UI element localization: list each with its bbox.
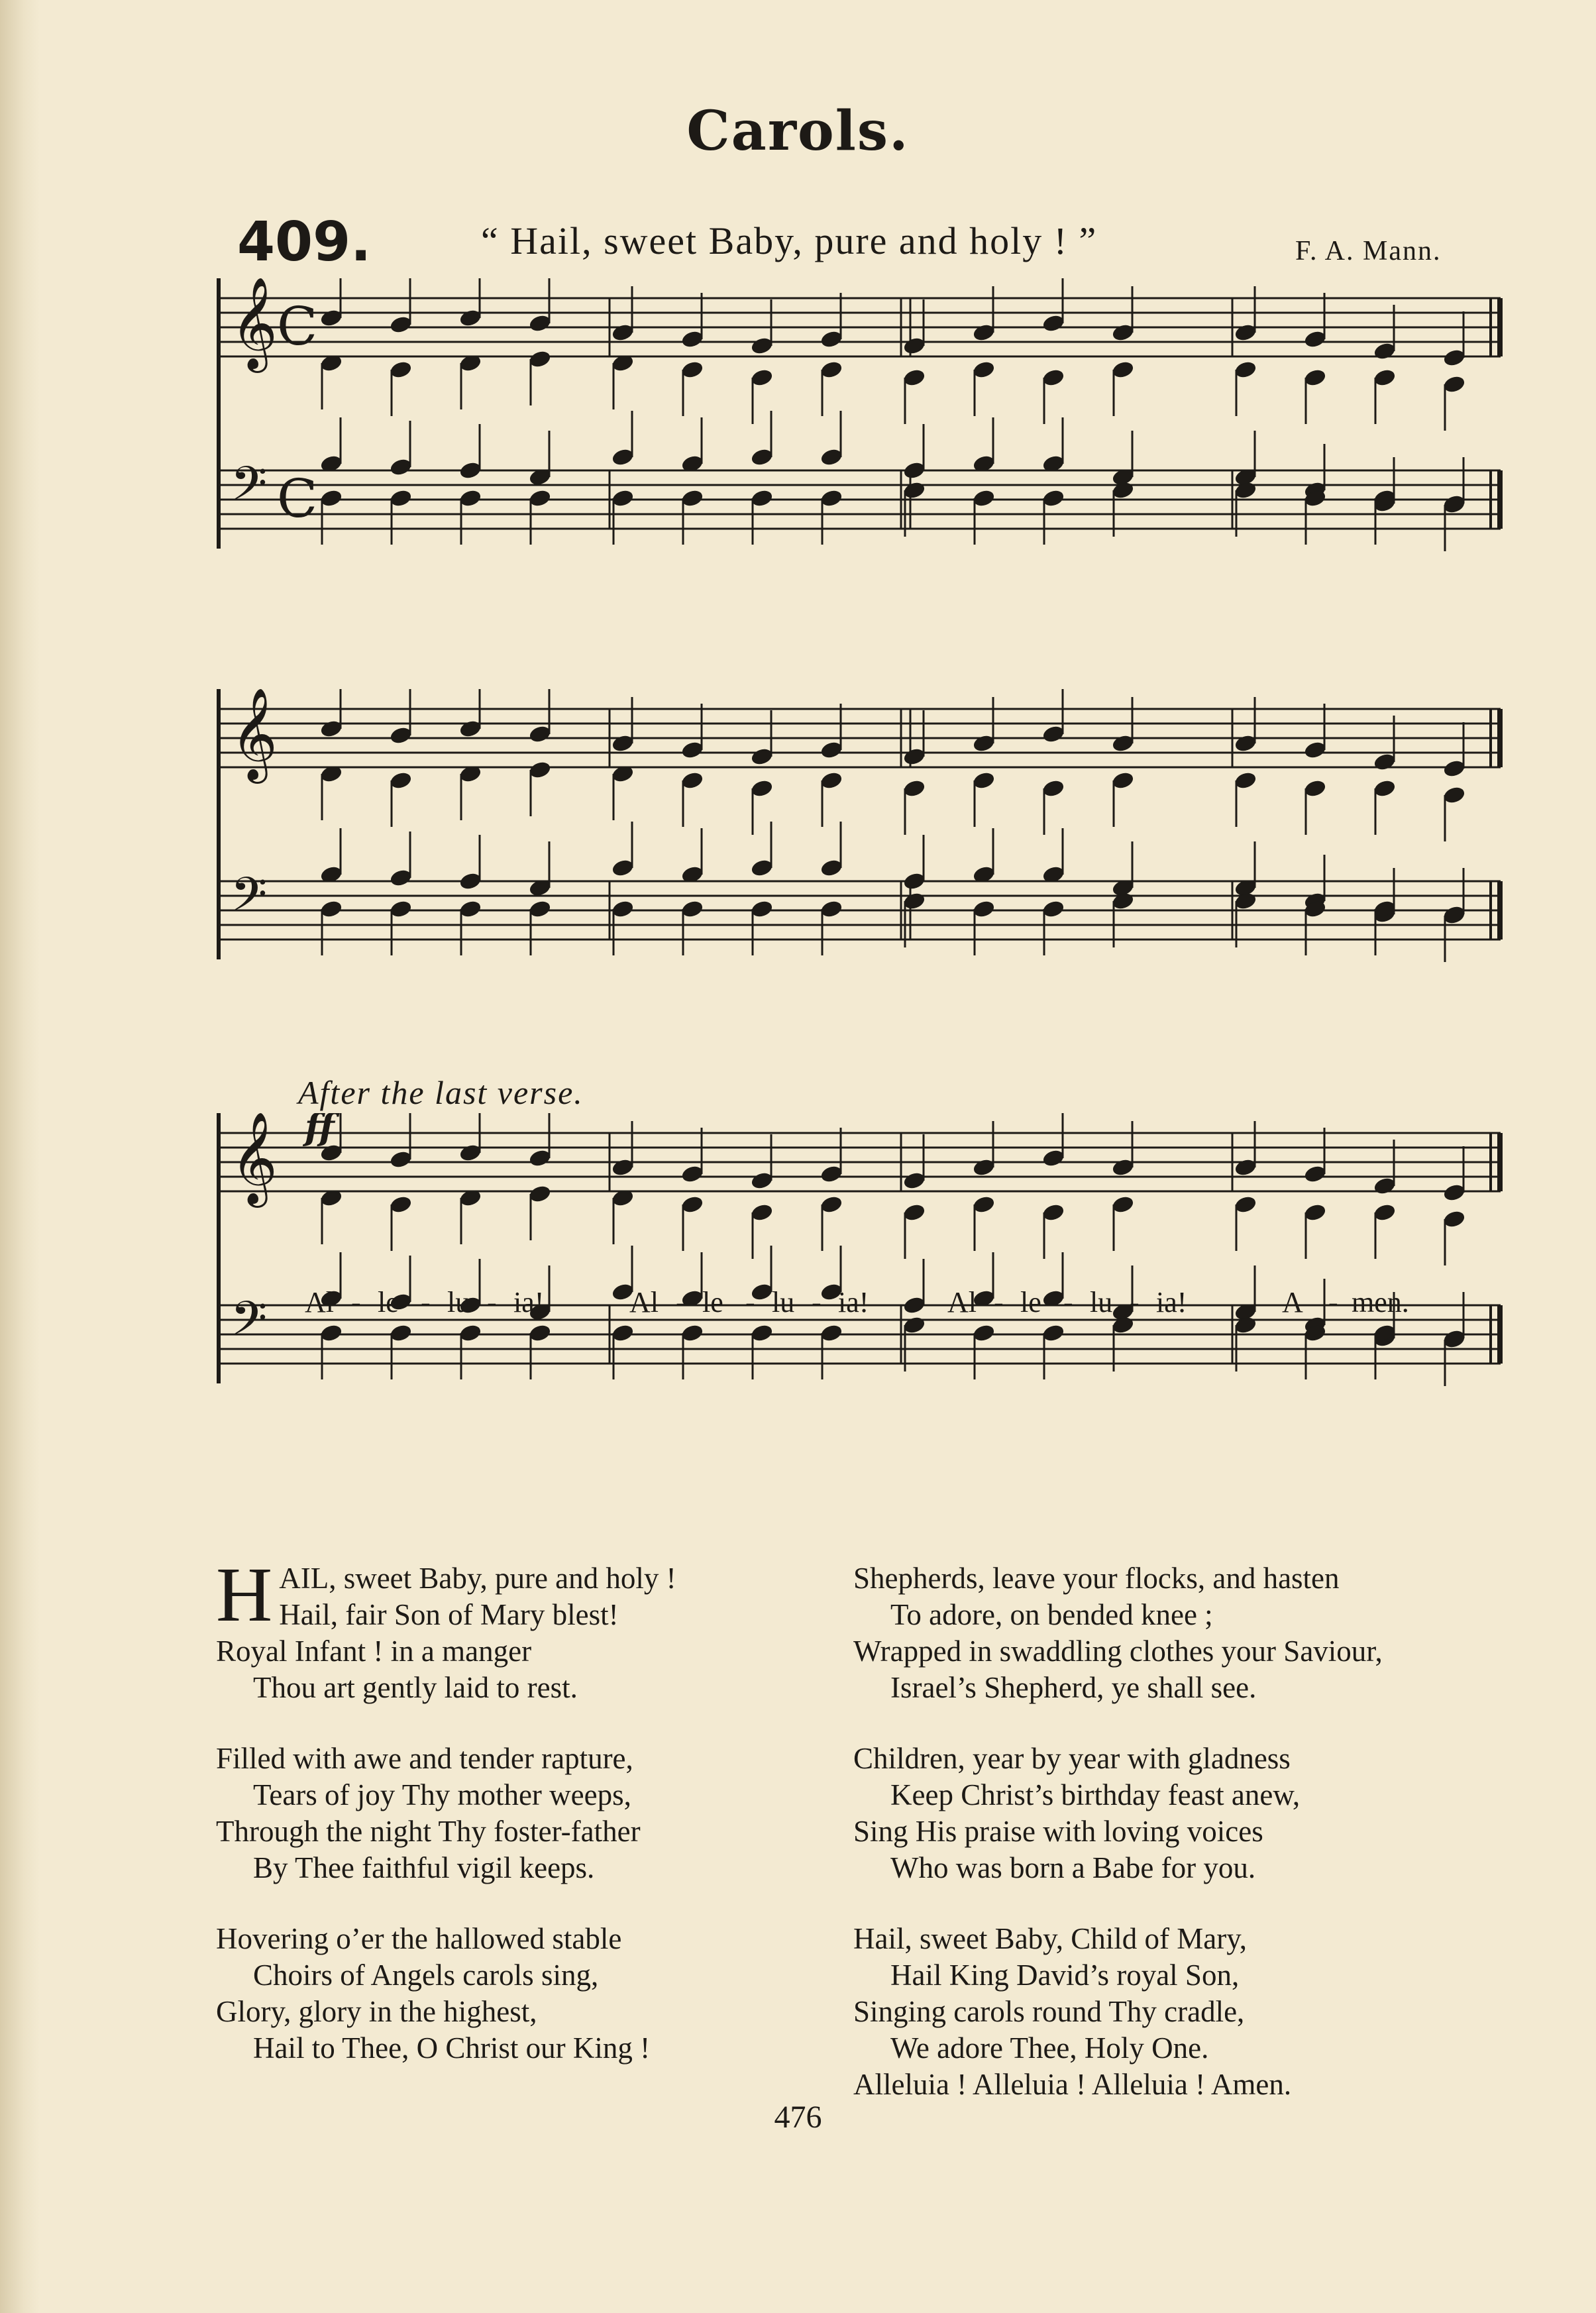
svg-text:𝄞: 𝄞 — [231, 689, 278, 780]
lyric-syllable: - — [487, 1286, 497, 1318]
lyric-syllable: ia! — [513, 1286, 545, 1318]
performance-direction: After the last verse. — [298, 1074, 584, 1111]
verse-line: Hail, sweet Baby, Child of Mary, — [853, 1922, 1248, 1955]
verse-line: Filled with awe and tender rapture, — [216, 1742, 633, 1775]
stanza — [853, 1560, 1516, 1706]
verse-line: AIL, sweet Baby, pure and holy ! — [279, 1562, 676, 1595]
lyric-syllable: lu — [1090, 1286, 1113, 1318]
verse-line: Alleluia ! Alleluia ! Alleluia ! Amen. — [853, 2068, 1292, 2101]
lyric-syllable: Al — [629, 1286, 659, 1318]
verse-line: To adore, on bended knee ; — [890, 1598, 1213, 1631]
lyric-syllable: - — [994, 1286, 1004, 1318]
verse-line: Hail, fair Son of Mary blest! — [279, 1598, 619, 1631]
music-system-1 — [212, 278, 1504, 623]
lyric-syllable: lu — [772, 1286, 795, 1318]
verse-line: Tears of joy Thy mother weeps, — [253, 1778, 631, 1811]
lyric-syllable: - — [812, 1286, 822, 1318]
lyric-syllable: - — [745, 1286, 755, 1318]
lyric-syllable: men. — [1352, 1286, 1409, 1318]
verse-line: Royal Infant ! in a manger — [216, 1635, 532, 1668]
verse-line: Sing His praise with loving voices — [853, 1815, 1263, 1848]
verse-line: Glory, glory in the highest, — [216, 1995, 537, 2028]
hymn-number: 409. — [237, 211, 372, 274]
music-staff-svg — [212, 689, 1504, 1034]
verse-line: Hail to Thee, O Christ our King ! — [253, 2031, 651, 2065]
verse-line: Who was born a Babe for you. — [890, 1851, 1256, 1884]
svg-text:𝄢: 𝄢 — [231, 867, 268, 934]
lyric-syllable: - — [676, 1286, 686, 1318]
lyric-syllable: - — [421, 1286, 431, 1318]
page-number: 476 — [774, 2100, 822, 2135]
svg-text:C: C — [277, 468, 318, 529]
verse-line: Wrapped in swaddling clothes your Saviour, — [853, 1635, 1383, 1668]
composer: F. A. Mann. — [1295, 236, 1442, 266]
lyric-syllable: - — [1130, 1286, 1140, 1318]
stanza — [216, 1551, 825, 1706]
drop-cap: H — [216, 1551, 273, 1638]
lyric-syllable: le — [1020, 1286, 1041, 1318]
lyric-syllable: - — [1328, 1286, 1338, 1318]
lyric-syllable: - — [1063, 1286, 1073, 1318]
lyric-syllable: Al — [947, 1286, 977, 1318]
stanza — [216, 1741, 825, 1886]
lyric-syllable: lu — [447, 1286, 470, 1318]
section-header: Carols. — [686, 99, 910, 163]
music-staff-svg — [212, 278, 1504, 623]
lyric-syllable: - — [351, 1286, 361, 1318]
verse-line: Hail King David’s royal Son, — [890, 1959, 1240, 1992]
svg-text:𝄢: 𝄢 — [231, 1291, 268, 1358]
stanza — [853, 1741, 1516, 1886]
svg-text:𝄞: 𝄞 — [231, 1113, 278, 1204]
lyric-syllable: ia! — [1156, 1286, 1187, 1318]
lyric-syllable: A — [1282, 1286, 1303, 1318]
verse-line: Keep Christ’s birthday feast anew, — [890, 1778, 1301, 1811]
music-system-2 — [212, 689, 1504, 1034]
lyric-syllable: Al — [305, 1286, 334, 1318]
stanza — [216, 1921, 825, 2067]
lyric-syllable: le — [378, 1286, 399, 1318]
dynamic-marking: ff — [305, 1113, 335, 1148]
verse-line: Through the night Thy foster-father — [216, 1815, 641, 1848]
stanza — [853, 1921, 1516, 2103]
verse-line: Choirs of Angels carols sing, — [253, 1959, 599, 1992]
verses-right-column — [853, 1560, 1516, 2137]
lyric-syllable: le — [702, 1286, 723, 1318]
lyric-syllable: ia! — [838, 1286, 869, 1318]
svg-text:C: C — [277, 296, 318, 357]
page-edge-shadow — [0, 0, 40, 2313]
verse-line: Singing carols round Thy cradle, — [853, 1995, 1245, 2028]
verse-line: By Thee faithful vigil keeps. — [253, 1851, 595, 1884]
verse-line: Shepherds, leave your flocks, and hasten — [853, 1562, 1340, 1595]
verse-line: Israel’s Shepherd, ye shall see. — [890, 1671, 1257, 1704]
verse-line: Thou art gently laid to rest. — [253, 1671, 578, 1704]
hymn-title: “ Hail, sweet Baby, pure and holy ! ” — [481, 219, 1098, 262]
svg-text:𝄞: 𝄞 — [231, 278, 278, 369]
verse-line: We adore Thee, Holy One. — [890, 2031, 1209, 2065]
svg-text:𝄢: 𝄢 — [231, 457, 268, 523]
verse-line: Children, year by year with gladness — [853, 1742, 1291, 1775]
verses-left-column — [216, 1551, 825, 2101]
verse-line: Hovering o’er the hallowed stable — [216, 1922, 622, 1955]
